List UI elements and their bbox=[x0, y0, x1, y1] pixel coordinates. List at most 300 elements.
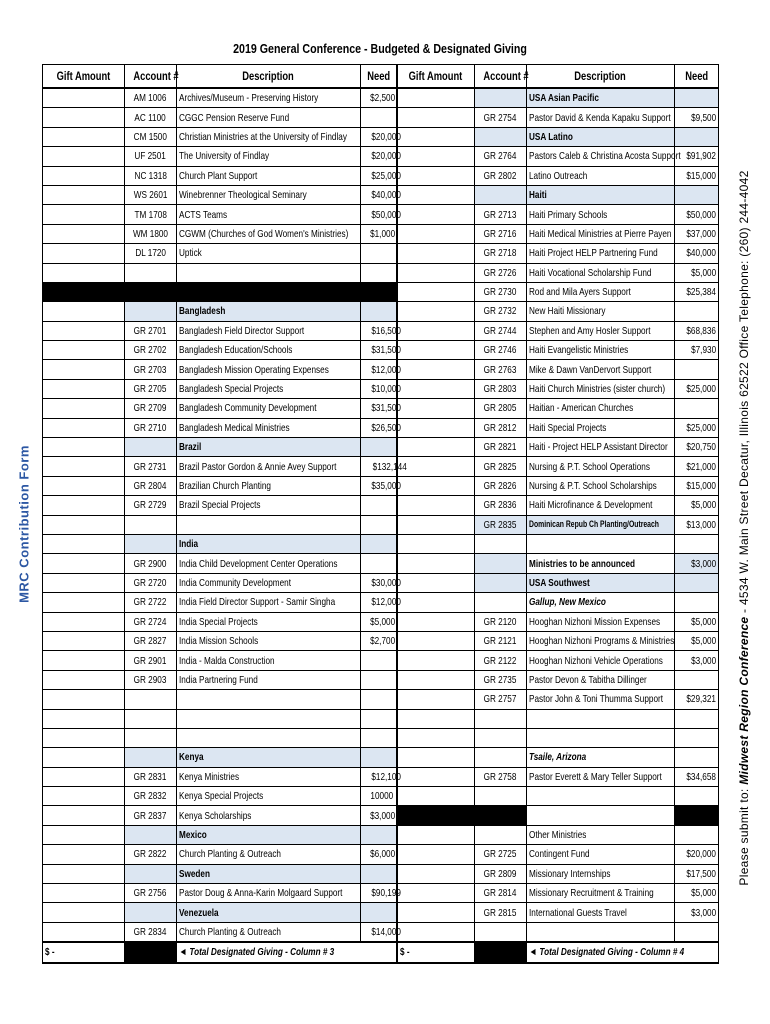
need-cell-right bbox=[675, 399, 719, 418]
account-cell-left: GR 2832 bbox=[125, 787, 177, 806]
gift-amount-cell-left[interactable] bbox=[43, 554, 125, 573]
gift-amount-cell-left[interactable] bbox=[43, 534, 125, 553]
account-cell-left: GR 2827 bbox=[125, 631, 177, 650]
gift-amount-cell-right[interactable] bbox=[397, 476, 475, 495]
need-cell-right: $25,000 bbox=[675, 418, 719, 437]
need-cell-right: $5,000 bbox=[675, 496, 719, 515]
gift-amount-cell-right[interactable] bbox=[397, 612, 475, 631]
need-cell-right: $25,384 bbox=[675, 282, 719, 301]
header-account-left: Account # bbox=[125, 65, 177, 89]
gift-amount-cell-right[interactable] bbox=[397, 379, 475, 398]
need-cell-left: $35,000 bbox=[361, 476, 397, 495]
need-cell-left: $30,000 bbox=[361, 573, 397, 592]
gift-amount-cell-right[interactable] bbox=[397, 205, 475, 224]
description-cell-right: Gallup, New Mexico bbox=[527, 593, 675, 612]
account-cell-left: GR 2834 bbox=[125, 922, 177, 942]
need-cell-left: $1,000 bbox=[361, 224, 397, 243]
account-cell-left bbox=[125, 438, 177, 457]
account-cell-right: GR 2836 bbox=[475, 496, 527, 515]
table-row bbox=[43, 108, 719, 127]
need-cell-right: $25,000 bbox=[675, 379, 719, 398]
table-row bbox=[43, 185, 719, 204]
need-cell-left: $31,500 bbox=[361, 399, 397, 418]
description-cell-right: Mike & Dawn VanDervort Support bbox=[527, 360, 675, 379]
description-cell-left: Kenya Special Projects bbox=[177, 787, 361, 806]
description-cell-right: Pastors Caleb & Christina Acosta Support bbox=[527, 147, 675, 166]
account-cell-right: GR 2718 bbox=[475, 244, 527, 263]
need-cell-left bbox=[361, 903, 397, 922]
need-cell-left: $31,500 bbox=[361, 341, 397, 360]
gift-amount-cell-right[interactable] bbox=[397, 593, 475, 612]
description-cell-right: USA Asian Pacific bbox=[527, 88, 675, 108]
account-cell-left bbox=[125, 263, 177, 282]
need-cell-right bbox=[675, 728, 719, 747]
description-cell-right: Haiti Vocational Scholarship Fund bbox=[527, 263, 675, 282]
gift-amount-cell-right[interactable] bbox=[397, 88, 475, 108]
gift-amount-cell-left[interactable] bbox=[43, 515, 125, 534]
gift-amount-cell-right[interactable] bbox=[397, 244, 475, 263]
need-cell-right: $20,000 bbox=[675, 845, 719, 864]
description-cell-left: CGGC Pension Reserve Fund bbox=[177, 108, 361, 127]
gift-amount-cell-left[interactable] bbox=[43, 787, 125, 806]
description-cell-left: India bbox=[177, 534, 361, 553]
gift-amount-cell-left[interactable] bbox=[43, 244, 125, 263]
description-cell-left: Uptick bbox=[177, 244, 361, 263]
account-cell-left: GR 2903 bbox=[125, 670, 177, 689]
description-cell-right: Pastor David & Kenda Kapaku Support bbox=[527, 108, 675, 127]
gift-amount-cell-right[interactable] bbox=[397, 631, 475, 650]
gift-amount-cell-right[interactable] bbox=[397, 534, 475, 553]
gift-amount-cell-right[interactable] bbox=[397, 845, 475, 864]
account-cell-left bbox=[125, 728, 177, 747]
description-cell-left: Kenya Scholarships bbox=[177, 806, 361, 825]
account-cell-left bbox=[125, 302, 177, 321]
gift-amount-cell-right[interactable] bbox=[397, 224, 475, 243]
need-cell-right: $5,000 bbox=[675, 884, 719, 903]
need-cell-left: $14,000 bbox=[361, 922, 397, 942]
gift-amount-cell-right[interactable] bbox=[397, 554, 475, 573]
gift-amount-cell-left[interactable] bbox=[43, 341, 125, 360]
gift-amount-cell-right[interactable] bbox=[397, 418, 475, 437]
need-cell-right bbox=[675, 748, 719, 767]
description-cell-right: Other Ministries bbox=[527, 825, 675, 844]
table-row bbox=[43, 534, 719, 553]
account-cell-left bbox=[125, 515, 177, 534]
account-cell-left: GR 2731 bbox=[125, 457, 177, 476]
need-cell-right: $7,930 bbox=[675, 341, 719, 360]
need-cell-right bbox=[675, 922, 719, 942]
description-cell-right: Pastor Everett & Mary Teller Support bbox=[527, 767, 675, 786]
gift-amount-cell-right[interactable] bbox=[397, 496, 475, 515]
account-cell-right bbox=[475, 534, 527, 553]
need-cell-left bbox=[361, 244, 397, 263]
account-cell-right bbox=[475, 806, 527, 825]
table-row bbox=[43, 127, 719, 146]
need-cell-left: $10,000 bbox=[361, 379, 397, 398]
description-cell-left: Church Plant Support bbox=[177, 166, 361, 185]
need-cell-right: $68,836 bbox=[675, 321, 719, 340]
gift-amount-cell-left[interactable] bbox=[43, 670, 125, 689]
gift-amount-cell-left[interactable] bbox=[43, 476, 125, 495]
gift-amount-cell-right[interactable] bbox=[397, 787, 475, 806]
gift-amount-cell-left[interactable] bbox=[43, 496, 125, 515]
gift-amount-cell-left[interactable] bbox=[43, 321, 125, 340]
need-cell-right: $17,500 bbox=[675, 864, 719, 883]
account-cell-left: CM 1500 bbox=[125, 127, 177, 146]
need-cell-left: $20,000 bbox=[361, 147, 397, 166]
account-cell-left: GR 2703 bbox=[125, 360, 177, 379]
gift-amount-cell-right[interactable] bbox=[397, 690, 475, 709]
table-row bbox=[43, 903, 719, 922]
gift-amount-cell-right[interactable] bbox=[397, 321, 475, 340]
account-cell-right: GR 2754 bbox=[475, 108, 527, 127]
description-cell-left: India Mission Schools bbox=[177, 631, 361, 650]
gift-amount-cell-left[interactable] bbox=[43, 922, 125, 942]
account-cell-left bbox=[125, 903, 177, 922]
description-cell-left: Christian Ministries at the University of Findlay bbox=[177, 127, 361, 146]
giving-form-table-wrapper bbox=[42, 64, 718, 968]
description-cell-left bbox=[177, 690, 361, 709]
account-cell-left bbox=[125, 282, 177, 301]
header-gift-amount-right: Gift Amount bbox=[397, 65, 475, 89]
account-cell-left: GR 2709 bbox=[125, 399, 177, 418]
description-cell-left: India Special Projects bbox=[177, 612, 361, 631]
account-cell-right: GR 2744 bbox=[475, 321, 527, 340]
gift-amount-cell-left[interactable] bbox=[43, 108, 125, 127]
gift-amount-cell-left[interactable] bbox=[43, 263, 125, 282]
need-cell-left: $16,500 bbox=[361, 321, 397, 340]
account-cell-left: WS 2601 bbox=[125, 185, 177, 204]
account-cell-right: GR 2826 bbox=[475, 476, 527, 495]
gift-amount-cell-right[interactable] bbox=[397, 864, 475, 883]
gift-amount-cell-left[interactable] bbox=[43, 709, 125, 728]
gift-amount-cell-left[interactable] bbox=[43, 690, 125, 709]
account-cell-right: GR 2805 bbox=[475, 399, 527, 418]
total-spacer-right bbox=[475, 942, 527, 962]
gift-amount-cell-right[interactable] bbox=[397, 127, 475, 146]
gift-amount-cell-left[interactable] bbox=[43, 127, 125, 146]
gift-amount-cell-right[interactable] bbox=[397, 147, 475, 166]
gift-amount-cell-right[interactable] bbox=[397, 399, 475, 418]
account-cell-left: GR 2702 bbox=[125, 341, 177, 360]
gift-amount-cell-right[interactable] bbox=[397, 185, 475, 204]
gift-amount-cell-left[interactable] bbox=[43, 651, 125, 670]
description-cell-left bbox=[177, 515, 361, 534]
account-cell-left: GR 2822 bbox=[125, 845, 177, 864]
gift-amount-cell-right[interactable] bbox=[397, 282, 475, 301]
gift-amount-cell-right[interactable] bbox=[397, 302, 475, 321]
description-cell-right bbox=[527, 534, 675, 553]
description-cell-left: Brazilian Church Planting bbox=[177, 476, 361, 495]
header-need-right: Need bbox=[675, 65, 719, 89]
need-cell-left: $2,700 bbox=[361, 631, 397, 650]
giving-form-table bbox=[42, 64, 719, 964]
gift-amount-cell-left[interactable] bbox=[43, 302, 125, 321]
need-cell-right bbox=[675, 825, 719, 844]
gift-amount-cell-left[interactable] bbox=[43, 399, 125, 418]
description-cell-left: Bangladesh Education/Schools bbox=[177, 341, 361, 360]
gift-amount-cell-right[interactable] bbox=[397, 884, 475, 903]
description-cell-right: Tsaile, Arizona bbox=[527, 748, 675, 767]
gift-amount-cell-right[interactable] bbox=[397, 806, 475, 825]
account-cell-left: GR 2900 bbox=[125, 554, 177, 573]
need-cell-right: $3,000 bbox=[675, 554, 719, 573]
need-cell-right: $5,000 bbox=[675, 612, 719, 631]
gift-amount-cell-right[interactable] bbox=[397, 767, 475, 786]
account-cell-left: AC 1100 bbox=[125, 108, 177, 127]
table-row bbox=[43, 728, 719, 747]
need-cell-left bbox=[361, 670, 397, 689]
need-cell-left bbox=[361, 748, 397, 767]
gift-amount-cell-left[interactable] bbox=[43, 438, 125, 457]
description-cell-right: Pastor Devon & Tabitha Dillinger bbox=[527, 670, 675, 689]
need-cell-left bbox=[361, 651, 397, 670]
gift-amount-cell-right[interactable] bbox=[397, 728, 475, 747]
description-cell-left bbox=[177, 263, 361, 282]
table-row bbox=[43, 845, 719, 864]
table-row bbox=[43, 864, 719, 883]
table-row bbox=[43, 476, 719, 495]
description-cell-left: Church Planting & Outreach bbox=[177, 922, 361, 942]
description-cell-right: Hooghan Nizhoni Vehicle Operations bbox=[527, 651, 675, 670]
account-cell-right: GR 2120 bbox=[475, 612, 527, 631]
description-cell-right: Haiti - Project HELP Assistant Director bbox=[527, 438, 675, 457]
table-row bbox=[43, 224, 719, 243]
need-cell-right bbox=[675, 360, 719, 379]
account-cell-left bbox=[125, 534, 177, 553]
need-cell-right bbox=[675, 534, 719, 553]
description-cell-left: Bangladesh Mission Operating Expenses bbox=[177, 360, 361, 379]
gift-amount-cell-right[interactable] bbox=[397, 903, 475, 922]
account-cell-left: GR 2729 bbox=[125, 496, 177, 515]
gift-amount-cell-left[interactable] bbox=[43, 864, 125, 883]
need-cell-left bbox=[361, 263, 397, 282]
need-cell-left bbox=[361, 825, 397, 844]
description-cell-left: India Partnering Fund bbox=[177, 670, 361, 689]
gift-amount-cell-left[interactable] bbox=[43, 360, 125, 379]
account-cell-right: GR 2803 bbox=[475, 379, 527, 398]
need-cell-right bbox=[675, 806, 719, 825]
table-row bbox=[43, 457, 719, 476]
gift-amount-cell-right[interactable] bbox=[397, 457, 475, 476]
totals-row bbox=[43, 942, 719, 962]
account-cell-left: GR 2701 bbox=[125, 321, 177, 340]
account-cell-left: WM 1800 bbox=[125, 224, 177, 243]
description-cell-right bbox=[527, 922, 675, 942]
need-cell-left bbox=[361, 554, 397, 573]
table-row bbox=[43, 593, 719, 612]
need-cell-right: $21,000 bbox=[675, 457, 719, 476]
gift-amount-cell-left[interactable] bbox=[43, 205, 125, 224]
description-cell-right: Haiti Project HELP Partnering Fund bbox=[527, 244, 675, 263]
account-cell-right: GR 2835 bbox=[475, 515, 527, 534]
description-cell-right: Haiti Medical Ministries at Pierre Payen bbox=[527, 224, 675, 243]
need-cell-left: $2,500 bbox=[361, 88, 397, 108]
account-cell-left bbox=[125, 709, 177, 728]
need-cell-left bbox=[361, 864, 397, 883]
need-cell-left: $50,000 bbox=[361, 205, 397, 224]
description-cell-left: Kenya bbox=[177, 748, 361, 767]
description-cell-right: Haitian - American Churches bbox=[527, 399, 675, 418]
gift-amount-cell-left[interactable] bbox=[43, 903, 125, 922]
account-cell-right: GR 2716 bbox=[475, 224, 527, 243]
table-row bbox=[43, 438, 719, 457]
gift-amount-cell-right[interactable] bbox=[397, 573, 475, 592]
account-cell-right: GR 2763 bbox=[475, 360, 527, 379]
account-cell-left: TM 1708 bbox=[125, 205, 177, 224]
account-cell-right bbox=[475, 728, 527, 747]
need-cell-left bbox=[361, 302, 397, 321]
total-amount-right: $ - bbox=[397, 942, 475, 962]
gift-amount-cell-right[interactable] bbox=[397, 108, 475, 127]
need-cell-right: $13,000 bbox=[675, 515, 719, 534]
need-cell-right bbox=[675, 573, 719, 592]
need-cell-left bbox=[361, 728, 397, 747]
page-title: 2019 General Conference - Budgeted & Designated Giving bbox=[233, 41, 527, 56]
header-account-right: Account # bbox=[475, 65, 527, 89]
account-cell-right: GR 2821 bbox=[475, 438, 527, 457]
account-cell-right: GR 2122 bbox=[475, 651, 527, 670]
table-row bbox=[43, 670, 719, 689]
need-cell-left bbox=[361, 709, 397, 728]
account-cell-left: GR 2837 bbox=[125, 806, 177, 825]
gift-amount-cell-right[interactable] bbox=[397, 651, 475, 670]
description-cell-left: Venezuela bbox=[177, 903, 361, 922]
description-cell-right: Haiti Special Projects bbox=[527, 418, 675, 437]
need-cell-right bbox=[675, 185, 719, 204]
account-cell-right bbox=[475, 709, 527, 728]
account-cell-left: AM 1006 bbox=[125, 88, 177, 108]
gift-amount-cell-left[interactable] bbox=[43, 884, 125, 903]
account-cell-right: GR 2121 bbox=[475, 631, 527, 650]
description-cell-left bbox=[177, 282, 361, 301]
description-cell-right: Haiti Evangelistic Ministries bbox=[527, 341, 675, 360]
description-cell-right: Contingent Fund bbox=[527, 845, 675, 864]
account-cell-right: GR 2725 bbox=[475, 845, 527, 864]
table-row bbox=[43, 418, 719, 437]
description-cell-right: Stephen and Amy Hosler Support bbox=[527, 321, 675, 340]
description-cell-left: Brazil Special Projects bbox=[177, 496, 361, 515]
need-cell-left: $90,199 bbox=[361, 884, 397, 903]
gift-amount-cell-left[interactable] bbox=[43, 748, 125, 767]
gift-amount-cell-left[interactable] bbox=[43, 825, 125, 844]
gift-amount-cell-left[interactable] bbox=[43, 224, 125, 243]
gift-amount-cell-left[interactable] bbox=[43, 379, 125, 398]
account-cell-left: GR 2720 bbox=[125, 573, 177, 592]
need-cell-right: $40,000 bbox=[675, 244, 719, 263]
gift-amount-cell-left[interactable] bbox=[43, 418, 125, 437]
gift-amount-cell-left[interactable] bbox=[43, 767, 125, 786]
need-cell-right: $20,750 bbox=[675, 438, 719, 457]
gift-amount-cell-right[interactable] bbox=[397, 438, 475, 457]
gift-amount-cell-left[interactable] bbox=[43, 88, 125, 108]
gift-amount-cell-left[interactable] bbox=[43, 166, 125, 185]
need-cell-right: $34,658 bbox=[675, 767, 719, 786]
gift-amount-cell-right[interactable] bbox=[397, 670, 475, 689]
description-cell-left: The University of Findlay bbox=[177, 147, 361, 166]
table-row bbox=[43, 147, 719, 166]
form-rows bbox=[43, 88, 719, 942]
gift-amount-cell-right[interactable] bbox=[397, 922, 475, 942]
gift-amount-cell-left[interactable] bbox=[43, 631, 125, 650]
description-cell-right: Latino Outreach bbox=[527, 166, 675, 185]
description-cell-left bbox=[177, 728, 361, 747]
description-cell-right: Hooghan Nizhoni Programs & Ministries bbox=[527, 631, 675, 650]
gift-amount-cell-left[interactable] bbox=[43, 147, 125, 166]
gift-amount-cell-right[interactable] bbox=[397, 709, 475, 728]
need-cell-left bbox=[361, 534, 397, 553]
gift-amount-cell-left[interactable] bbox=[43, 282, 125, 301]
table-row bbox=[43, 709, 719, 728]
table-row bbox=[43, 360, 719, 379]
description-cell-left: India - Malda Construction bbox=[177, 651, 361, 670]
description-cell-right: Missionary Internships bbox=[527, 864, 675, 883]
need-cell-left bbox=[361, 496, 397, 515]
need-cell-left: 10000 bbox=[361, 787, 397, 806]
description-cell-right: Nursing & P.T. School Operations bbox=[527, 457, 675, 476]
gift-amount-cell-left[interactable] bbox=[43, 573, 125, 592]
description-cell-right: Pastor John & Toni Thumma Support bbox=[527, 690, 675, 709]
need-cell-left: $20,000 bbox=[361, 127, 397, 146]
account-cell-left: GR 2724 bbox=[125, 612, 177, 631]
need-cell-left: $132,144 bbox=[361, 457, 397, 476]
gift-amount-cell-right[interactable] bbox=[397, 360, 475, 379]
gift-amount-cell-left[interactable] bbox=[43, 845, 125, 864]
need-cell-right: $50,000 bbox=[675, 205, 719, 224]
total-label-right: ◄ Total Designated Giving - Column # 4 bbox=[527, 942, 719, 962]
gift-amount-cell-left[interactable] bbox=[43, 185, 125, 204]
description-cell-right: Rod and Mila Ayers Support bbox=[527, 282, 675, 301]
need-cell-right bbox=[675, 670, 719, 689]
gift-amount-cell-left[interactable] bbox=[43, 593, 125, 612]
gift-amount-cell-right[interactable] bbox=[397, 341, 475, 360]
gift-amount-cell-left[interactable] bbox=[43, 457, 125, 476]
description-cell-right: International Guests Travel bbox=[527, 903, 675, 922]
account-cell-left: NC 1318 bbox=[125, 166, 177, 185]
description-cell-right: Haiti Church Ministries (sister church) bbox=[527, 379, 675, 398]
table-row bbox=[43, 825, 719, 844]
account-cell-left: UF 2501 bbox=[125, 147, 177, 166]
account-cell-right: GR 2730 bbox=[475, 282, 527, 301]
table-row bbox=[43, 573, 719, 592]
description-cell-right: Haiti Microfinance & Development bbox=[527, 496, 675, 515]
table-row bbox=[43, 282, 719, 301]
need-cell-right: $29,321 bbox=[675, 690, 719, 709]
description-cell-right bbox=[527, 709, 675, 728]
gift-amount-cell-right[interactable] bbox=[397, 263, 475, 282]
gift-amount-cell-right[interactable] bbox=[397, 166, 475, 185]
description-cell-right: New Haiti Missionary bbox=[527, 302, 675, 321]
gift-amount-cell-right[interactable] bbox=[397, 748, 475, 767]
need-cell-left bbox=[361, 282, 397, 301]
gift-amount-cell-left[interactable] bbox=[43, 806, 125, 825]
table-row bbox=[43, 379, 719, 398]
description-cell-right bbox=[527, 806, 675, 825]
description-cell-left: Bangladesh Medical Ministries bbox=[177, 418, 361, 437]
gift-amount-cell-left[interactable] bbox=[43, 612, 125, 631]
account-cell-left: GR 2901 bbox=[125, 651, 177, 670]
gift-amount-cell-left[interactable] bbox=[43, 728, 125, 747]
gift-amount-cell-right[interactable] bbox=[397, 825, 475, 844]
description-cell-right: Hooghan Nizhoni Mission Expenses bbox=[527, 612, 675, 631]
need-cell-left: $3,000 bbox=[361, 806, 397, 825]
account-cell-right bbox=[475, 573, 527, 592]
header-gift-amount-left: Gift Amount bbox=[43, 65, 125, 89]
need-cell-left: $25,000 bbox=[361, 166, 397, 185]
gift-amount-cell-right[interactable] bbox=[397, 515, 475, 534]
need-cell-right bbox=[675, 302, 719, 321]
description-cell-right: USA Latino bbox=[527, 127, 675, 146]
